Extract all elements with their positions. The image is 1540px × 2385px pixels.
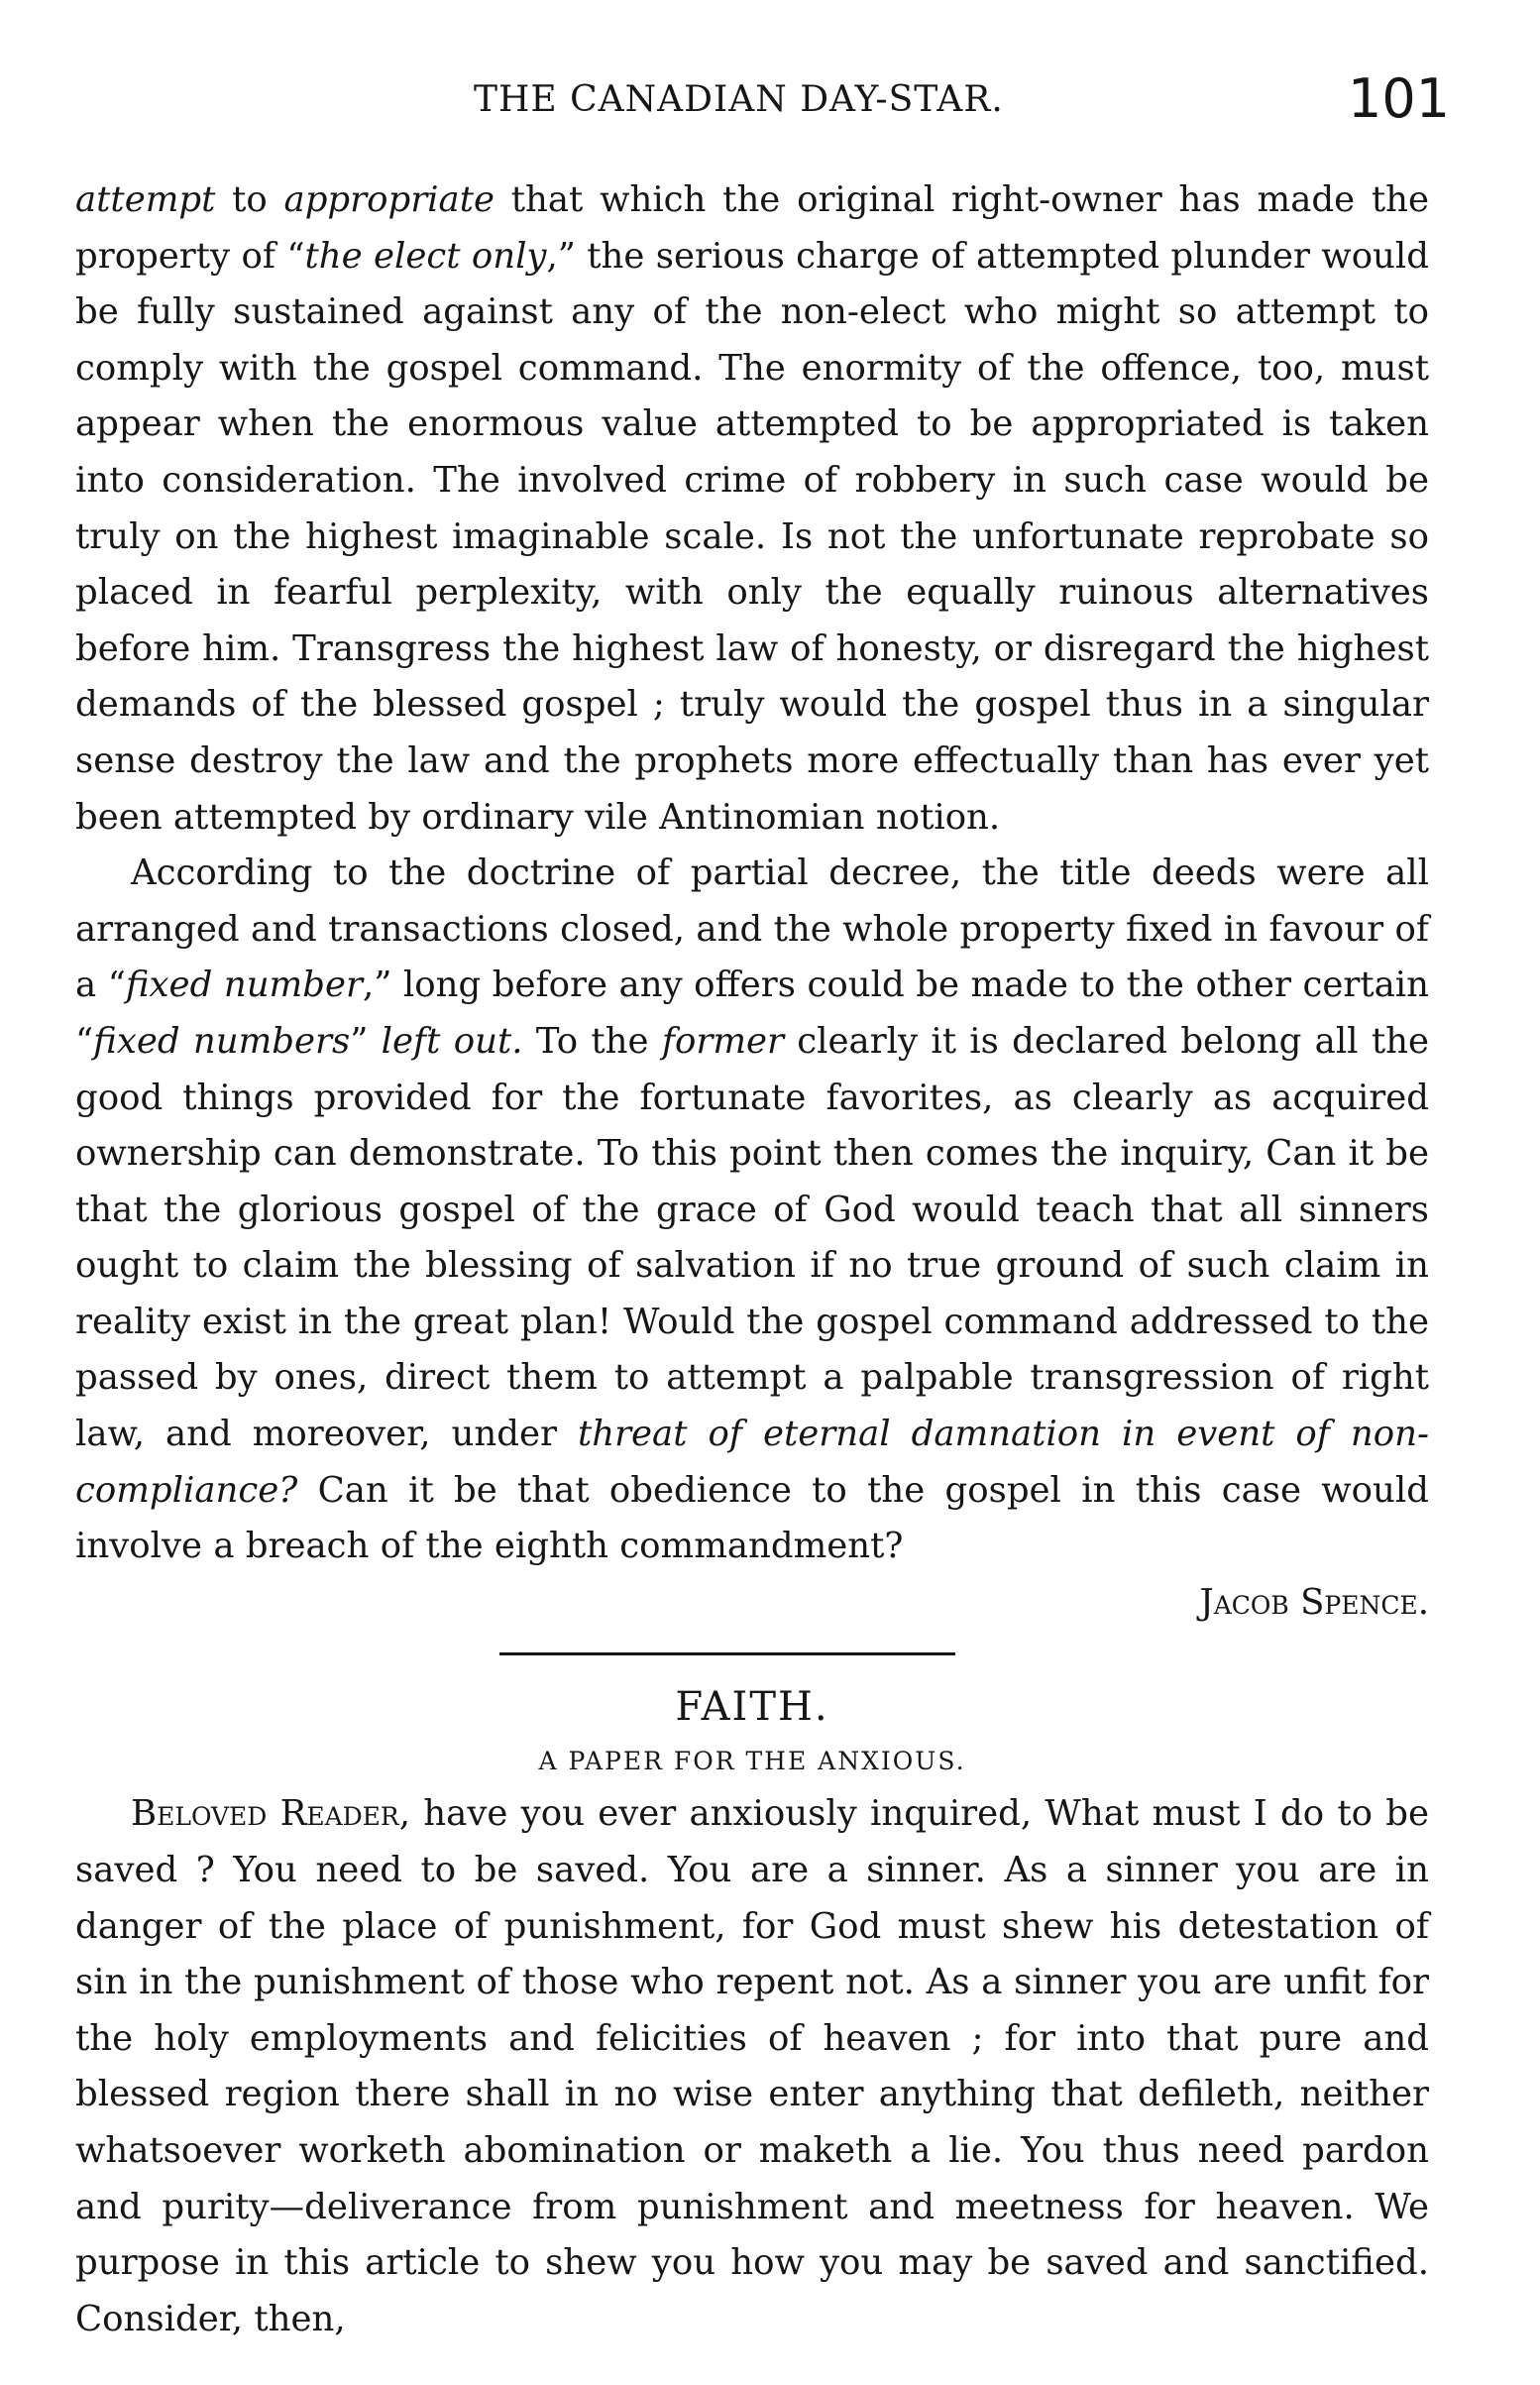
text-run: Can it be that obedience to the gospel in this case would involve a breach of the eighth commandment?	[75, 1469, 1429, 1567]
text-run: ,” long before any offers could be made to the other certain “	[75, 965, 1430, 1062]
text-run: According to the doctrine of partial decree, the title deeds were all arranged and transactions closed, and the whole property fixed in favour of a “	[75, 852, 1429, 1006]
italic-phrase: left out.	[381, 1020, 523, 1062]
article-title: FAITH.	[675, 1684, 829, 1731]
signature-line	[75, 1575, 1429, 1632]
author-signature: Jacob Spence.	[1199, 1581, 1429, 1623]
text-run: ”	[350, 1020, 382, 1062]
salutation: Beloved Reader,	[131, 1793, 411, 1835]
page-body	[75, 172, 1429, 2347]
article-paragraph	[75, 846, 1429, 1575]
text-run: clearly it is declared belong all the good things provided for the fortunate favorites, as clearly as acquired ownership can demonstrate. To this point then comes the inquiry, Can it be that the glorious gospel of the grace of God would teach that all sinners ought to claim the blessing of salvation if no true ground of such claim in reality exist in the great plan! Would the gospel command addressed to the passed by ones, direct them to attempt a palpable transgression of right law, and moreover, under	[75, 1020, 1429, 1455]
italic-phrase: former	[661, 1020, 784, 1062]
text-run: have you ever anxiously inquired, What must I do to be saved ? You need to be saved. You are a sinner. As a sinner you are in danger of the place of punishment, for God must shew his detestation of sin in the punishment of those who repent not. As a sinner you are unfit for the holy employments and felicities of heaven ; for into that pure and blessed region there shall in no wise enter anything that defileth, neither whatsoever worketh abomination or maketh a lie. You thus need pardon and purity—deliverance from punishment and meetness for heaven. We purpose in this article to shew you how you may be saved and sanctified. Consider, then,	[75, 1793, 1430, 2339]
text-run: ,” the serious charge of attempted plunder would be fully sustained against any of the non-elect who might so attempt to comply with the gospel command. The enormity of the offence, too, must appear when the enormous value attempted to be appropriated is taken into consideration. The involved crime of robbery in such case would be truly on the highest imaginable scale. Is not the unfortunate reprobate so placed in fearful perplexity, with only the equally ruinous alternatives before him. Transgress the highest law of honesty, or disregard the highest demands of the blessed gospel ; truly would the gospel thus in a singular sense destroy the law and the prophets more effectually than has ever yet been attempted by ordinary vile Antinomian notion.	[75, 235, 1430, 838]
italic-phrase: fixed numbers	[93, 1020, 351, 1062]
text-run: to	[215, 179, 284, 220]
italic-phrase: the elect only	[304, 235, 547, 277]
page-number: 101	[1348, 67, 1451, 130]
page-header	[0, 67, 1540, 147]
text-run: that which the original right-owner has made the property of “	[75, 179, 1429, 277]
section-divider	[499, 1652, 955, 1655]
running-title: THE CANADIAN DAY-STAR.	[474, 79, 1004, 120]
article-subtitle: A PAPER FOR THE ANXIOUS.	[538, 1747, 966, 1776]
italic-phrase: attempt	[75, 179, 216, 220]
italic-phrase: fixed number	[125, 965, 363, 1006]
text-run: To the	[522, 1020, 662, 1062]
article-paragraph	[75, 1786, 1429, 2347]
italic-phrase: appropriate	[283, 179, 495, 220]
italic-phrase: threat of eternal damnation in event of non-compliance?	[75, 1414, 1430, 1511]
article-paragraph	[75, 172, 1429, 846]
